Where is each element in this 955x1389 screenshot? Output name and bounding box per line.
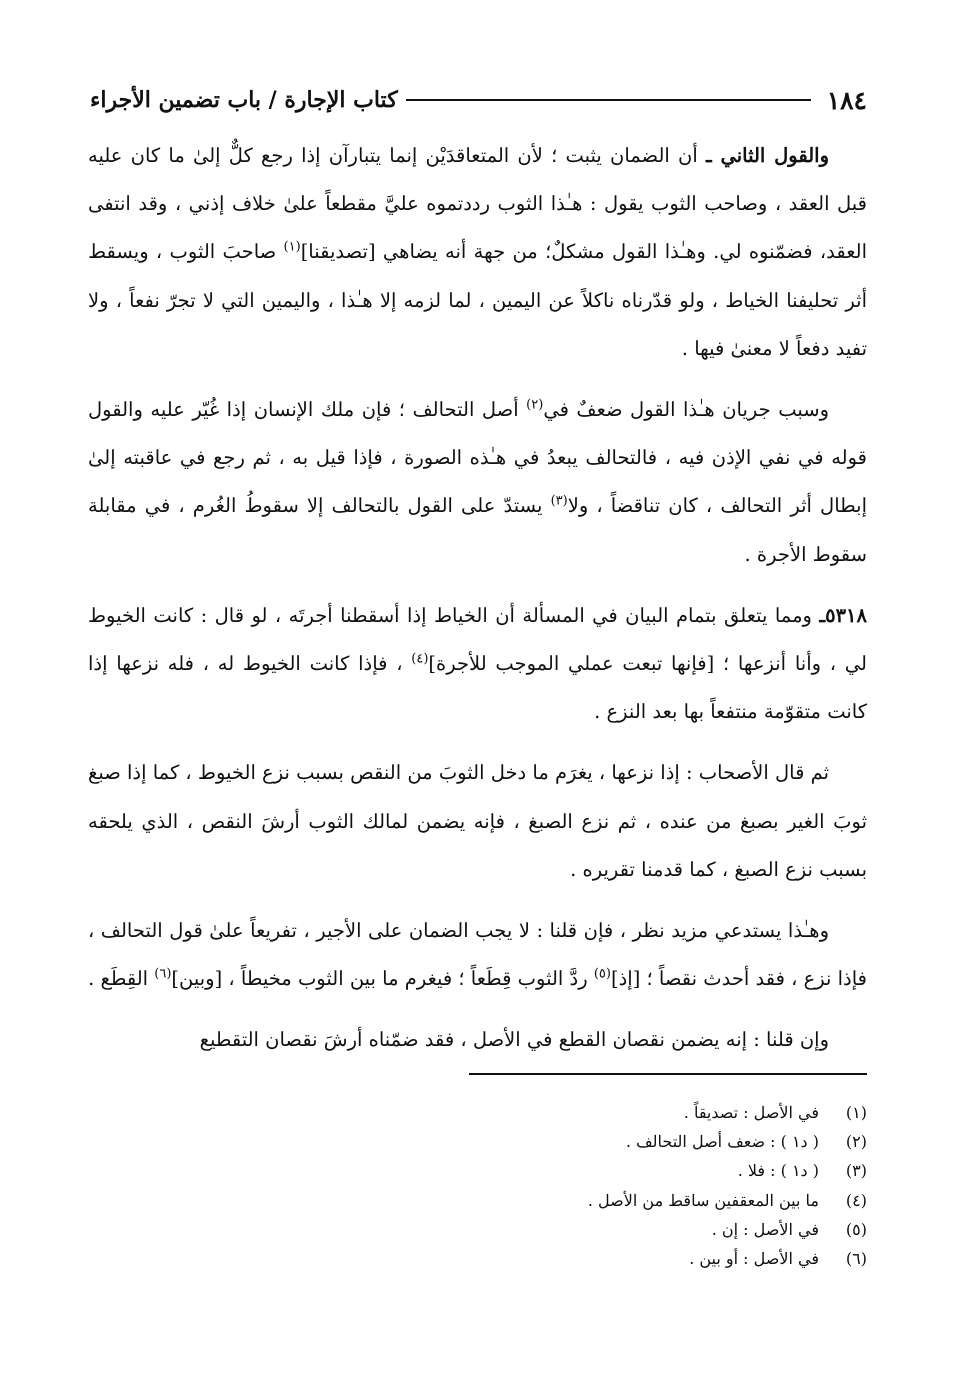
- paragraph-text: أصل التحالف ؛ فإن ملك الإنسان إذا غُيّر عليه والقول قوله في نفي الإذن فيه ، فالتحالف يبعدُ في هـٰذه الصورة ، فإذا قيل به ، ثم رجع في عاقبته إلىٰ إبطال أثر التحالف ، كان تناقضاً ، ولا: [88, 398, 867, 518]
- header-rule: [406, 99, 811, 101]
- section-number: ٥٣١٨ـ: [819, 603, 867, 627]
- footnote-text: في الأصل : إن .: [711, 1219, 819, 1239]
- paragraph-3: [88, 592, 867, 737]
- footnote-number: (٢): [845, 1132, 867, 1152]
- footnote-ref: (٣): [550, 493, 568, 509]
- running-header: [90, 80, 867, 120]
- paragraph-lead: والقول الثاني ـ: [705, 144, 829, 167]
- footnote-number: (٥): [845, 1219, 867, 1239]
- paragraph-text: يستدّ على القول بالتحالف إلا سقوطُ الغُرم ، في مقابلة سقوط الأجرة .: [88, 494, 867, 566]
- footnote-separator: [469, 1073, 867, 1075]
- footnote-number: (٤): [845, 1190, 867, 1210]
- footnote-text: ما بين المعقفين ساقط من الأصل .: [587, 1190, 819, 1210]
- paragraph-text: صاحبَ الثوب ، ويسقط أثر تحليفنا الخياط ، ولو قدّرناه ناكلاً عن اليمين ، لما لزمه إلا هـٰذا ، واليمين التي لا تجرّ نفعاً ، ولا تفيد دفعاً لا معنىٰ فيها .: [88, 240, 867, 360]
- footnote-item: [300, 1098, 867, 1127]
- main-text: [88, 132, 867, 1078]
- footnote-ref: (٤): [411, 651, 429, 667]
- footnote-item: [300, 1127, 867, 1156]
- footnote-text: ( د١ ) : ضعف أصل التحالف .: [625, 1132, 819, 1152]
- footnote-number: (٦): [845, 1249, 867, 1269]
- paragraph-text: وسبب جريان هـٰذا القول ضعفٌ في: [543, 398, 829, 422]
- paragraph-text: وإن قلنا : إنه يضمن نقصان القطع في الأصل ، فقد ضمّناه أرشَ نقصان التقطيع: [199, 1028, 829, 1052]
- footnote-text: ( د١ ) : فلا .: [737, 1161, 819, 1181]
- paragraph-text: ومما يتعلق بتمام البيان في المسألة أن الخياط إذا أسقطنا أجرتَه ، لو قال : كانت الخيوط لي ، وأنا أنزعها ؛ [فإنها تبعت عملي الموجب للأجرة]: [88, 603, 867, 676]
- page-number: ١٨٤: [826, 85, 867, 115]
- paragraph-1: [88, 132, 867, 373]
- footnote-number: (٣): [845, 1161, 867, 1181]
- footnote-ref: (١): [283, 239, 301, 255]
- paragraph-text: ثم قال الأصحاب : إذا نزعها ، يغرَم ما دخل الثوبَ من النقص بسبب نزع الخيوط ، كما إذا صبغ ثوبَ الغير بصبغ من عنده ، ثم نزع الصبغ ، فإنه يضمن لمالك الثوب أرشَ النقص ، الذي يلحقه بسبب نزع الصبغ ، كما قدمنا تقريره .: [88, 761, 867, 881]
- footnote-number: (١): [845, 1103, 867, 1122]
- footnotes: [300, 1098, 867, 1273]
- footnote-item: [300, 1215, 867, 1244]
- footnote-item: [300, 1186, 867, 1215]
- footnote-item: [300, 1244, 867, 1273]
- paragraph-5: [88, 907, 867, 1003]
- running-title: كتاب الإجارة / باب تضمين الأجراء: [90, 87, 398, 113]
- paragraph-text: وهـٰذا يستدعي مزيد نظر ، فإن قلنا : لا يجب الضمان على الأجير ، تفريعاً علىٰ قول التحالف ، فإذا نزع ، فقد أحدث نقصاً ؛ [إذ]: [88, 919, 867, 991]
- footnote-item: [300, 1156, 867, 1185]
- footnote-ref: (٦): [154, 966, 172, 982]
- footnote-ref: (٢): [526, 397, 544, 413]
- paragraph-6: [88, 1016, 867, 1064]
- paragraph-text: ، فإذا كانت الخيوط له ، فله نزعها إذا كانت متقوّمة منتفعاً بها بعد النزع .: [88, 652, 867, 724]
- paragraph-2: [88, 386, 867, 579]
- footnote-ref: (٥): [593, 966, 611, 982]
- footnote-text: في الأصل : أو بين .: [689, 1249, 819, 1269]
- paragraph-text: القِطَع .: [88, 967, 155, 991]
- paragraph-text: أن الضمان يثبت ؛ لأن المتعاقدَيْن إنما يتبارآن إذا رجع كلٌّ إلىٰ ما كان عليه قبل العقد ، وصاحب الثوب يقول : هـٰذا الثوب رددتموه عليَّ مقطعاً علىٰ خلاف إذني ، وقد انتفى العقد، فضمّنوه لي. وهـٰذا القول مشكلٌ؛ من جهة أنه يضاهي [تصديقنا]: [88, 144, 867, 264]
- paragraph-4: [88, 749, 867, 894]
- paragraph-text: ردَّ الثوب قِطَعاً ؛ فيغرم ما بين الثوب مخيطاً ، [وبين]: [171, 967, 594, 991]
- footnote-text: في الأصل : تصديقاً .: [683, 1103, 819, 1122]
